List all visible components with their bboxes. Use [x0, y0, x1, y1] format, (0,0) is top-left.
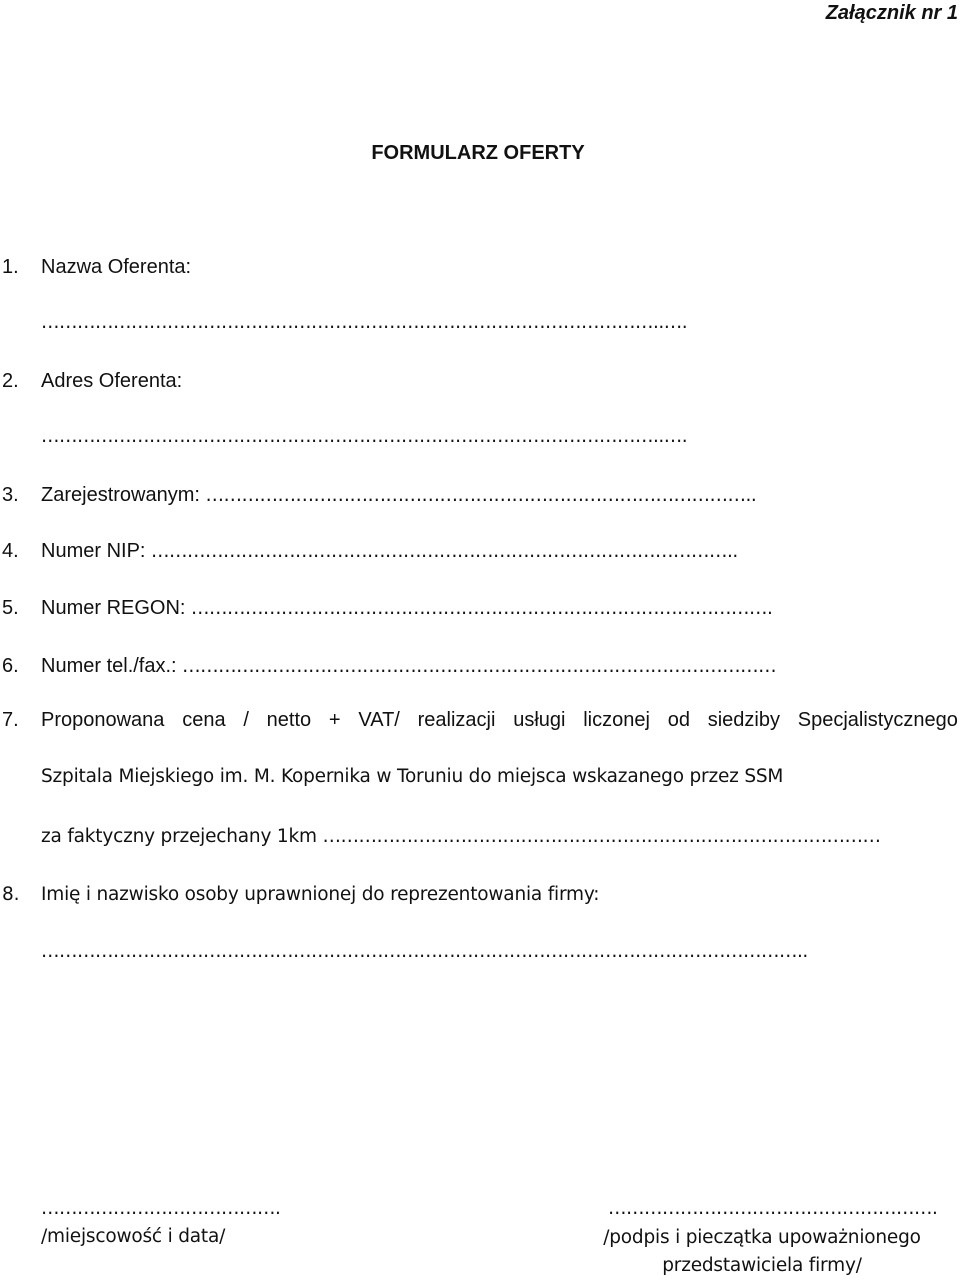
field-label-regon [41, 597, 772, 620]
field-label-text: Numer REGON: [41, 597, 186, 619]
field-label-text: Numer NIP: [41, 540, 146, 562]
field-number: 4. [2, 540, 19, 562]
price-word: Proponowana [41, 709, 165, 731]
fill-line-company-address: …………………………………………………………………………………………..…. [41, 426, 688, 447]
price-word: / [243, 709, 249, 731]
field-number: 8. [2, 884, 20, 905]
price-section-line-3-text: za faktyczny przejechany 1km [41, 826, 317, 847]
price-section-line-3 [41, 826, 880, 847]
field-label-registration [41, 484, 756, 507]
field-label-text: Numer tel./fax.: [41, 655, 177, 677]
field-number: 6. [2, 655, 19, 677]
fill-line-regon: ……………………………………………………………………………………. [191, 598, 773, 619]
fill-line-phone-fax: ……………………………………………………………………………………… [182, 656, 777, 677]
fill-line-registration: ……………………………………………………………………………….. [205, 485, 757, 506]
field-number: 1. [2, 256, 19, 278]
field-label-company-address: Adres Oferenta: [41, 370, 183, 392]
price-word: liczonej [583, 709, 650, 731]
attachment-label: Załącznik nr 1 [825, 2, 958, 24]
field-number: 5. [2, 597, 19, 619]
form-title: FORMULARZ OFERTY [371, 142, 585, 164]
price-word: realizacji [417, 709, 496, 731]
field-label-nip [41, 540, 738, 563]
field-number: 2. [2, 370, 19, 392]
fill-line-representative: ……………………………………………………………………………………………………………….. [41, 941, 808, 962]
fill-line-price: ………………………………………………………………………………… [322, 826, 881, 847]
field-label-text: Zarejestrowanym: [41, 484, 200, 506]
field-label-company-name: Nazwa Oferenta: [41, 256, 192, 278]
price-word: netto [266, 709, 312, 731]
field-number: 7. [2, 709, 19, 731]
fill-line-signature: ………………………………………………. [608, 1198, 938, 1219]
price-word: cena [182, 709, 226, 731]
caption-place-date: /miejscowość i data/ [41, 1226, 226, 1247]
price-section-line-1 [41, 709, 958, 732]
price-word: Specjalistycznego [797, 709, 958, 731]
fill-line-nip: …………………………………………………………………………………….. [151, 541, 738, 562]
fill-line-company-name: …………………………………………………………………………………………..…. [41, 312, 688, 333]
price-word: + [328, 709, 341, 731]
fill-line-place-date: …………………………………. [41, 1198, 281, 1219]
price-word: siedziby [707, 709, 780, 731]
field-label-representative: Imię i nazwisko osoby uprawnionej do reprezentowania firmy: [41, 884, 600, 905]
field-number: 3. [2, 484, 19, 506]
field-label-phone-fax [41, 655, 776, 678]
price-word: od [667, 709, 690, 731]
price-word: VAT/ [358, 709, 400, 731]
price-section-line-2: Szpitala Miejskiego im. M. Kopernika w Toruniu do miejsca wskazanego przez SSM [41, 766, 784, 787]
caption-signature: /podpis i pieczątka upoważnionego przedstawiciela firmy/ [603, 1227, 921, 1276]
price-word: usługi [513, 709, 566, 731]
